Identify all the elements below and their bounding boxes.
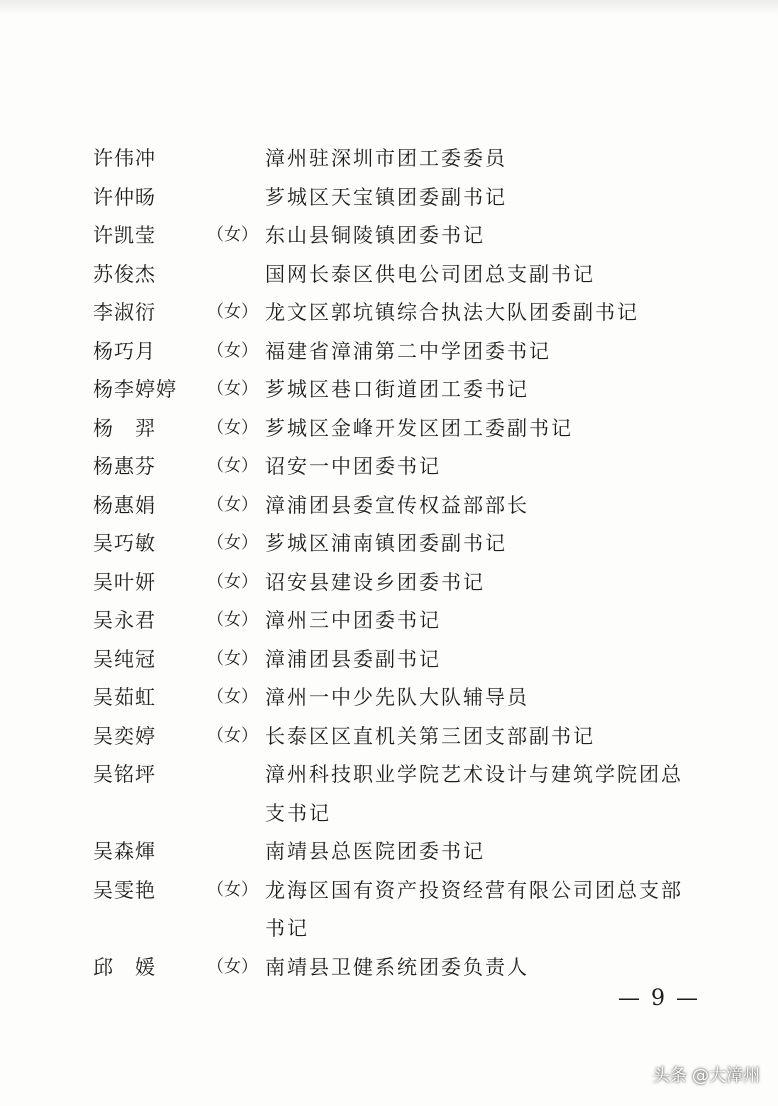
- organization-title: 龙海区国有资产投资经营有限公司团总支部书记: [265, 877, 683, 940]
- list-item: [0, 486, 778, 525]
- person-name: 杨惠娟: [93, 492, 156, 517]
- list-item: [0, 678, 778, 717]
- list-item: [0, 832, 778, 871]
- list-item: [0, 255, 778, 294]
- person-name: 许伟冲: [93, 146, 156, 170]
- watermark: 头条 @大漳州: [652, 1066, 760, 1086]
- organization-title: 漳浦团县委副书记: [265, 646, 441, 671]
- gender-marker: （女）: [207, 379, 258, 399]
- gender-marker: （女）: [207, 648, 258, 669]
- organization-title: 长泰区区直机关第三团支部副书记: [265, 723, 595, 748]
- organization-title: 诏安县建设乡团委书记: [265, 569, 485, 594]
- name-list: [0, 139, 778, 986]
- scan-edge: [0, 0, 778, 14]
- person-name: 吴奕婷: [93, 723, 156, 748]
- organization-title: 南靖县总医院团委书记: [265, 839, 485, 863]
- gender-marker: （女）: [207, 302, 258, 322]
- list-item: [0, 447, 778, 486]
- gender-marker: （女）: [207, 687, 258, 707]
- organization-title: 芗城区天宝镇团委副书记: [265, 184, 507, 209]
- organization-title: 东山县铜陵镇团委书记: [265, 223, 485, 247]
- list-item: [0, 524, 778, 563]
- person-name: 吴永君: [93, 608, 156, 632]
- organization-title: 龙文区郭坑镇综合执法大队团委副书记: [265, 300, 639, 324]
- organization-title: 国网长泰区供电公司团总支副书记: [265, 261, 595, 286]
- gender-marker: （女）: [207, 340, 258, 361]
- person-name: 吴纯冠: [93, 646, 156, 671]
- gender-marker: （女）: [207, 879, 258, 900]
- person-name: 吴巧敏: [93, 531, 156, 555]
- person-name: 邱 媛: [93, 954, 156, 979]
- list-item: [0, 948, 778, 987]
- organization-title: 漳浦团县委宣传权益部部长: [265, 492, 529, 517]
- list-item: [0, 370, 778, 409]
- person-name: 杨巧月: [93, 338, 156, 363]
- list-item: [0, 717, 778, 756]
- person-name: 杨惠芬: [93, 454, 156, 478]
- list-item: [0, 293, 778, 332]
- organization-title: 南靖县卫健系统团委负责人: [265, 954, 529, 979]
- organization-title: 诏安一中团委书记: [265, 454, 441, 478]
- organization-title: 芗城区金峰开发区团工委副书记: [265, 415, 573, 440]
- list-item: [0, 139, 778, 178]
- organization-title: 芗城区巷口街道团工委书记: [265, 377, 529, 401]
- organization-title: 芗城区浦南镇团委副书记: [265, 531, 507, 555]
- person-name: 许凯莹: [93, 223, 156, 247]
- gender-marker: （女）: [207, 456, 258, 476]
- gender-marker: （女）: [207, 417, 258, 438]
- person-name: 李淑衍: [93, 300, 156, 324]
- list-item: [0, 871, 778, 948]
- person-name: 吴雯艳: [93, 877, 156, 902]
- gender-marker: （女）: [207, 725, 258, 746]
- person-name: 许仲旸: [93, 184, 156, 209]
- gender-marker: （女）: [207, 956, 258, 977]
- list-item: [0, 640, 778, 679]
- list-item: [0, 755, 778, 832]
- person-name: 吴铭坪: [93, 762, 156, 786]
- organization-title: 漳州驻深圳市团工委委员: [265, 146, 507, 170]
- person-name: 杨李婷婷: [93, 377, 177, 401]
- organization-title: 漳州一中少先队大队辅导员: [265, 685, 529, 709]
- page-number: — 9 —: [618, 986, 700, 1011]
- list-item: [0, 563, 778, 602]
- gender-marker: （女）: [207, 225, 258, 245]
- list-item: [0, 601, 778, 640]
- list-item: [0, 409, 778, 448]
- gender-marker: （女）: [207, 610, 258, 630]
- person-name: 吴森煇: [93, 839, 156, 863]
- organization-title: 福建省漳浦第二中学团委书记: [265, 338, 551, 363]
- list-item: [0, 216, 778, 255]
- person-name: 苏俊杰: [93, 261, 156, 286]
- person-name: 杨 羿: [93, 415, 156, 440]
- gender-marker: （女）: [207, 494, 258, 515]
- list-item: [0, 332, 778, 371]
- gender-marker: （女）: [207, 533, 258, 553]
- person-name: 吴叶妍: [93, 569, 156, 594]
- gender-marker: （女）: [207, 571, 258, 592]
- person-name: 吴茹虹: [93, 685, 156, 709]
- organization-title: 漳州科技职业学院艺术设计与建筑学院团总支书记: [265, 762, 683, 825]
- list-item: [0, 178, 778, 217]
- organization-title: 漳州三中团委书记: [265, 608, 441, 632]
